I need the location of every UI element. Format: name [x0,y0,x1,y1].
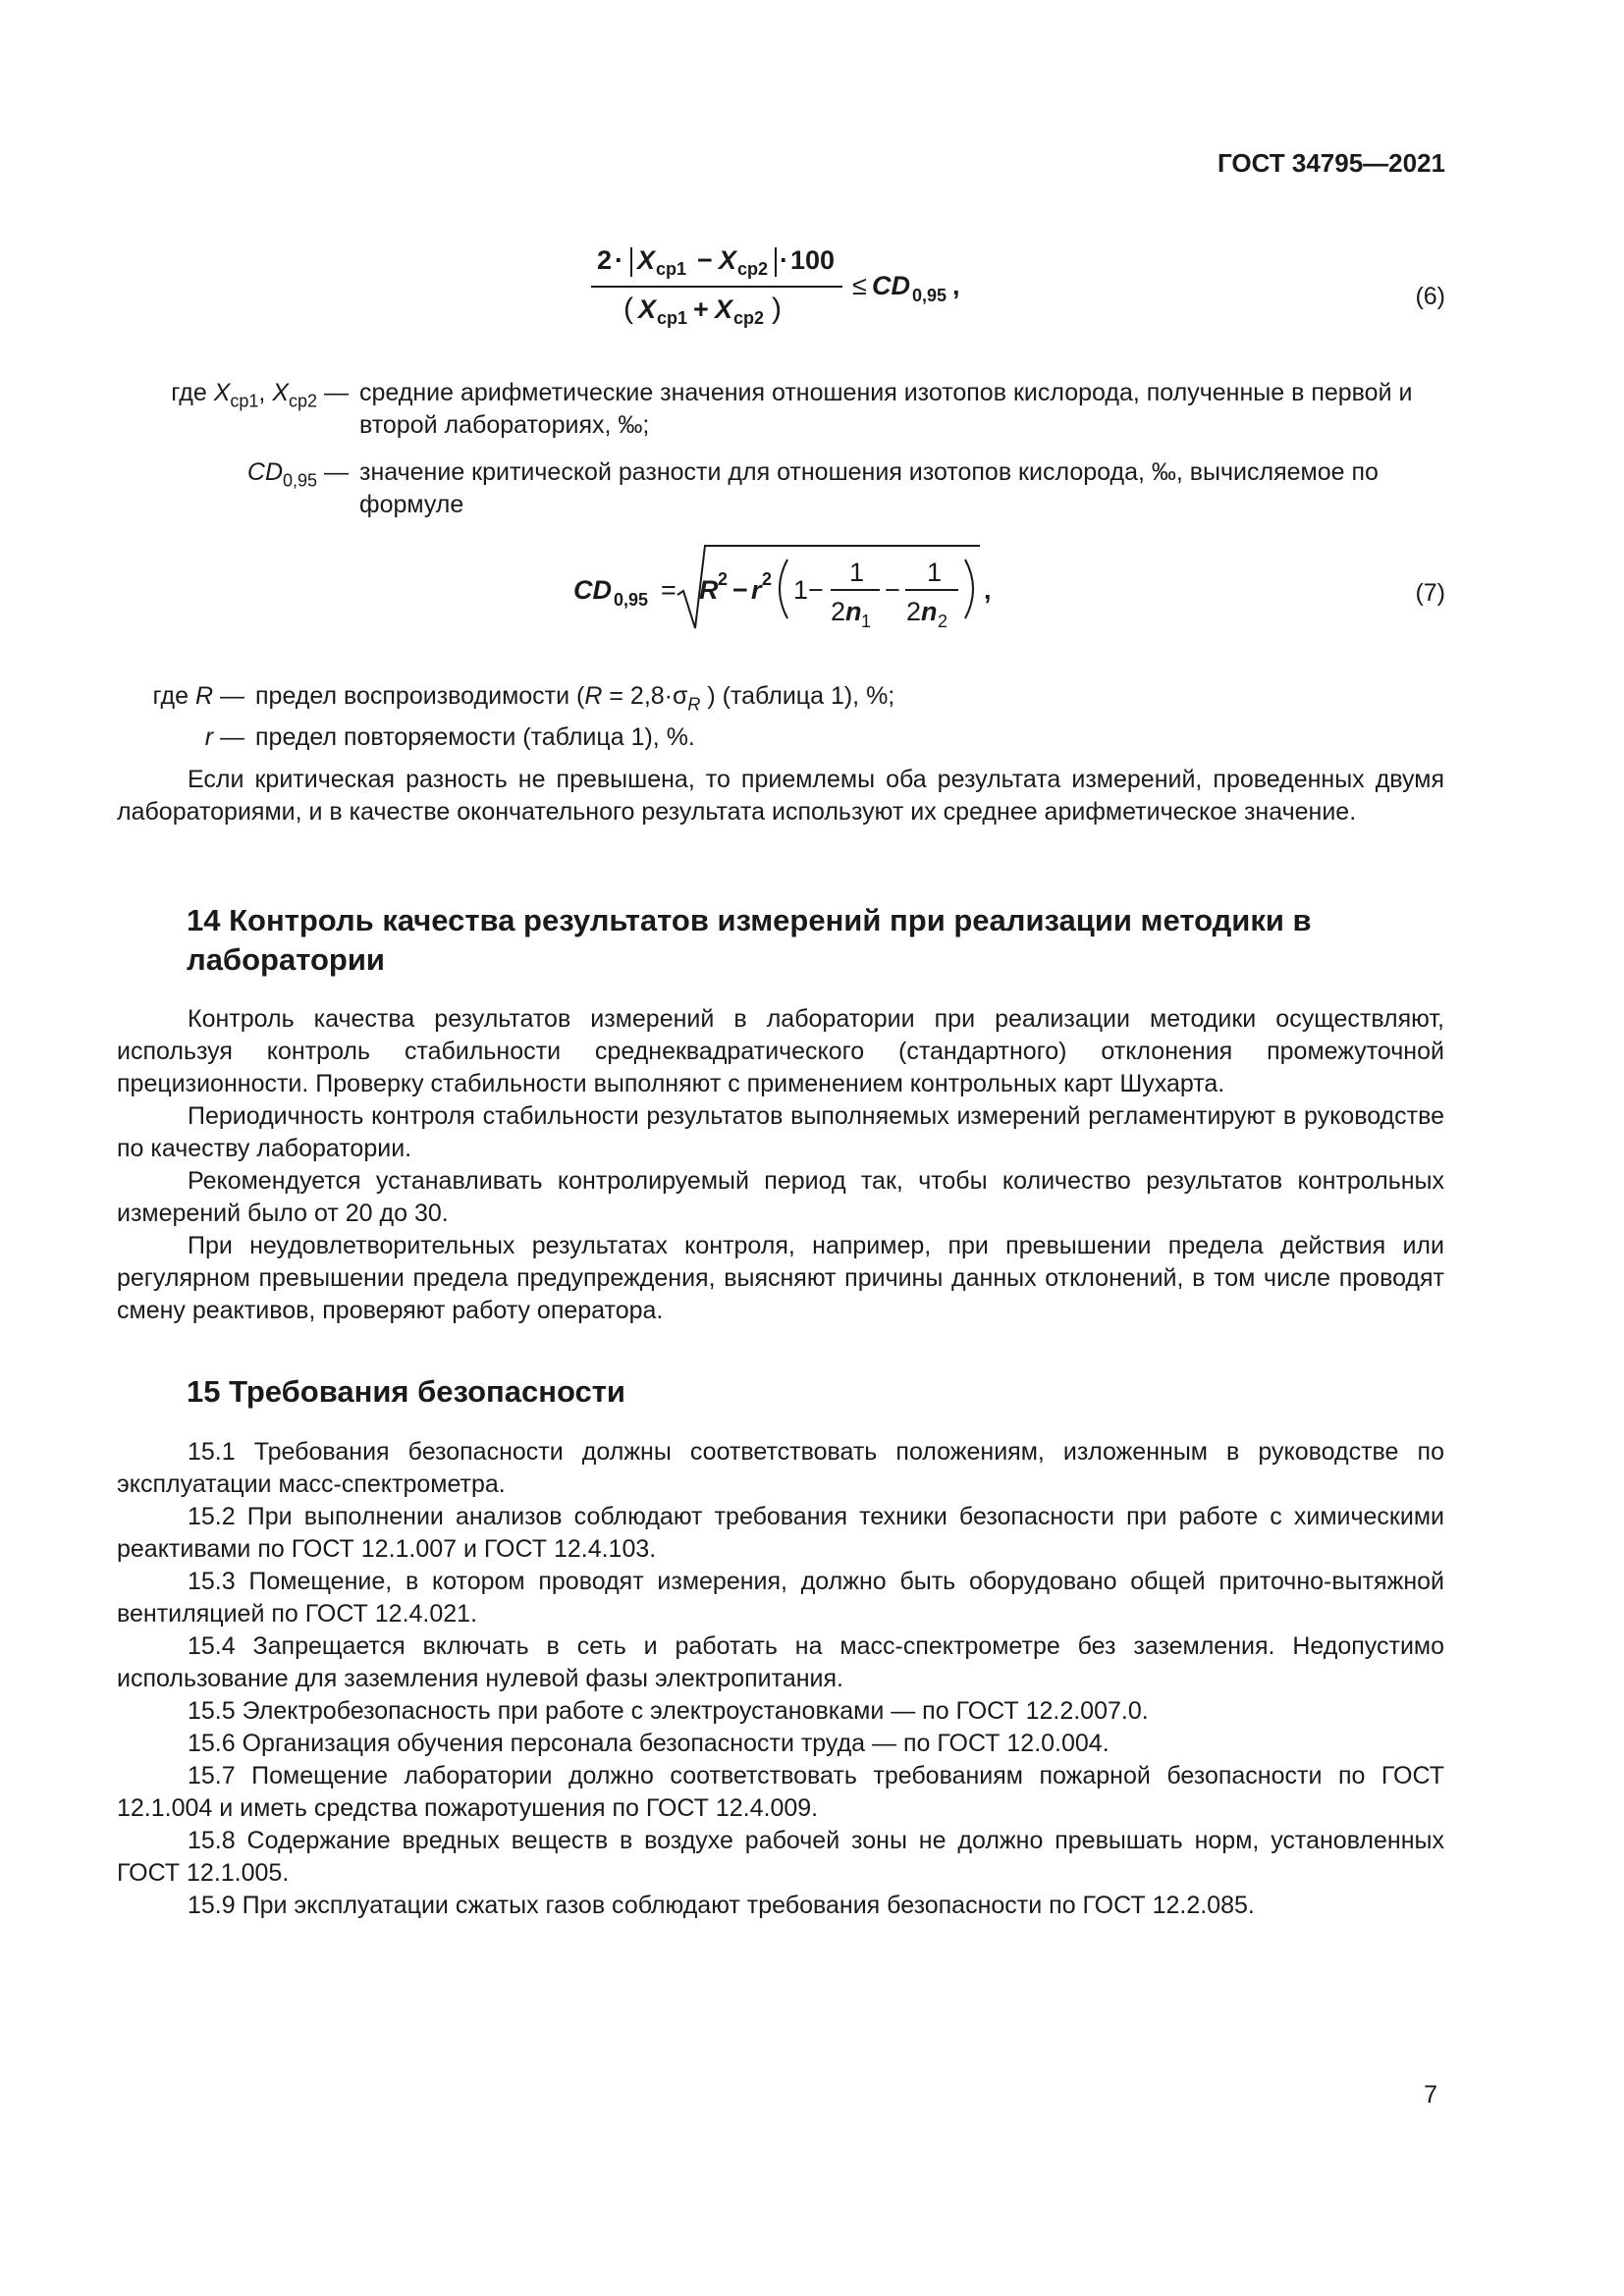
clause-15-6: 15.6 Организация обучения персонала безопасности труда — по ГОСТ 12.0.004. [188,1730,1110,1757]
definition-term-xcp: где $X_{ср1}$, $X_{ср2}$ — [171,379,349,411]
formula-6 [579,236,1001,334]
f6-den-paren-right: ) [772,293,782,325]
f6-plus: + [693,294,709,324]
paragraph-critical-difference: Если критическая разность не превышена, то приемлемы оба результата измерений, проведенных двумя лабораториями, и в качестве окончательного результата используют их среднее арифметическое значение. [117,766,1444,826]
f6-cd-sub: 0,95 [912,286,947,305]
section-14-paragraph: Контроль качества результатов измерений в лаборатории при реализации методики осуществляют, используя контроль стабильности среднеквадратического (стандартного) отклонения промежуточной прецизионности. Проверку стабильности выполняют с применением контрольных карт Шухарта. [117,1005,1444,1097]
definition-term-cd: $CD_{0,95}$ — [246,458,349,491]
f7-cd-sub: 0,95 [614,590,649,610]
f7-frac1-two: 2 [831,597,846,626]
f7-frac1-n: n [845,597,862,626]
f7-r-exp: 2 [762,569,773,589]
f7-eq: = [661,575,677,605]
f7-frac2-num: 1 [927,558,943,587]
f7-frac2-nsub: 2 [938,612,948,631]
f6-comma: , [952,271,960,300]
clause-15-3: 15.3 Помещение, в котором проводят измерения, должно быть оборудовано общей приточно-вытяжной вентиляцией по ГОСТ 12.4.021. [117,1568,1444,1628]
clause-15-7: 15.7 Помещение лаборатории должно соответствовать требованиям пожарной безопасности по ГОСТ 12.1.004 и иметь средства пожаротушения по ГОСТ 12.4.009. [117,1762,1444,1822]
f6-den-x1-sub: ср1 [657,308,688,328]
f6-x2: X [719,245,737,275]
f6-den-x2: X [715,294,733,324]
f7-cd: CD [573,575,612,605]
definition-text-cd: значение критической разности для отношения изотопов кислорода, ‰, вычисляемое по формуле [359,458,1379,518]
f6-x2-sub: ср2 [737,259,769,279]
f7-one: 1 [793,575,809,605]
f6-coef: 2 [597,245,613,275]
definition-term-r: r — [204,723,244,751]
section-15-title: 15 Требования безопасности [187,1374,625,1409]
section-14-title: 14 Контроль качества результатов измерений при реализации методики в лаборатории [187,903,1312,977]
section-15-body [117,1436,1444,1922]
clause-15-1: 15.1 Требования безопасности должны соответствовать положениям, изложенным в руководстве по эксплуатации масс-спектрометра. [117,1438,1444,1498]
definition-text-R: предел воспроизводимости ($R = 2,8\cdot\sigma_R$ ) (таблица 1), %; [255,682,895,715]
f7-R: R [699,575,719,605]
f7-comma: , [984,575,992,605]
clause-15-2: 15.2 При выполнении анализов соблюдают требования техники безопасности при работе с химическими реактивами по ГОСТ 12.1.007 и ГОСТ 12.4.103. [117,1503,1444,1563]
f7-minus2: − [808,575,824,605]
f7-frac2-two: 2 [906,597,922,626]
clause-15-5: 15.5 Электробезопасность при работе с электроустановками — по ГОСТ 12.2.007.0. [188,1697,1149,1725]
page-number: 7 [1424,2081,1437,2109]
definition-text-r: предел повторяемости (таблица 1), %. [255,723,695,751]
f6-x1-sub: ср1 [656,259,687,279]
equation-number-7: (7) [1415,579,1445,607]
clause-15-9: 15.9 При эксплуатации сжатых газов соблюдают требования безопасности по ГОСТ 12.2.085. [188,1892,1255,1919]
section-14-paragraph: Рекомендуется устанавливать контролируемый период так, чтобы количество результатов контрольных измерений было от 20 до 30. [117,1167,1444,1227]
f6-leq: ≤ [852,271,867,300]
f7-paren-left [780,560,787,618]
f7-R-exp: 2 [718,569,729,589]
equation-number-6: (6) [1415,283,1445,310]
document-header: ГОСТ 34795—2021 [1218,148,1445,178]
f6-minus: − [697,245,713,275]
f6-cd: CD [872,271,910,300]
f6-den-x2-sub: ср2 [733,308,765,328]
f6-dot2: · [780,245,788,275]
f7-frac1-num: 1 [849,558,865,587]
f7-r: r [751,575,762,605]
section-14-paragraph: При неудовлетворительных результатах контроля, например, при превышении предела действия или регулярном превышении предела предупреждения, выясняют причины данных отклонений, в том числе проводят смену реактивов, проверяют работу оператора. [117,1232,1444,1324]
section-14-body [117,1003,1444,1327]
f6-dot1: · [615,245,623,275]
definition-term-R: где R — [152,682,244,710]
f7-frac2-n: n [921,597,938,626]
formula-7 [568,538,1009,636]
f6-den-paren-left: ( [623,293,633,325]
f7-frac1-nsub: 1 [861,612,872,631]
f6-hundred: 100 [790,245,836,275]
f6-den-x1: X [638,294,657,324]
f7-paren-right [965,560,973,618]
clause-15-8: 15.8 Содержание вредных веществ в воздухе рабочей зоны не должно превышать норм, установленных ГОСТ 12.1.005. [117,1827,1444,1887]
f6-x1: X [637,245,656,275]
f7-minus1: − [732,575,748,605]
clause-15-4: 15.4 Запрещается включать в сеть и работать на масс-спектрометре без заземления. Недопустимо использование для заземления нулевой фазы электропитания. [117,1632,1444,1692]
section-14-paragraph: Периодичность контроля стабильности результатов выполняемых измерений регламентируют в руководстве по качеству лаборатории. [117,1102,1444,1162]
definition-text-xcp: средние арифметические значения отношения изотопов кислорода, полученные в первой и второй лабораториях, ‰; [359,379,1413,439]
f7-minus3: − [885,575,900,605]
